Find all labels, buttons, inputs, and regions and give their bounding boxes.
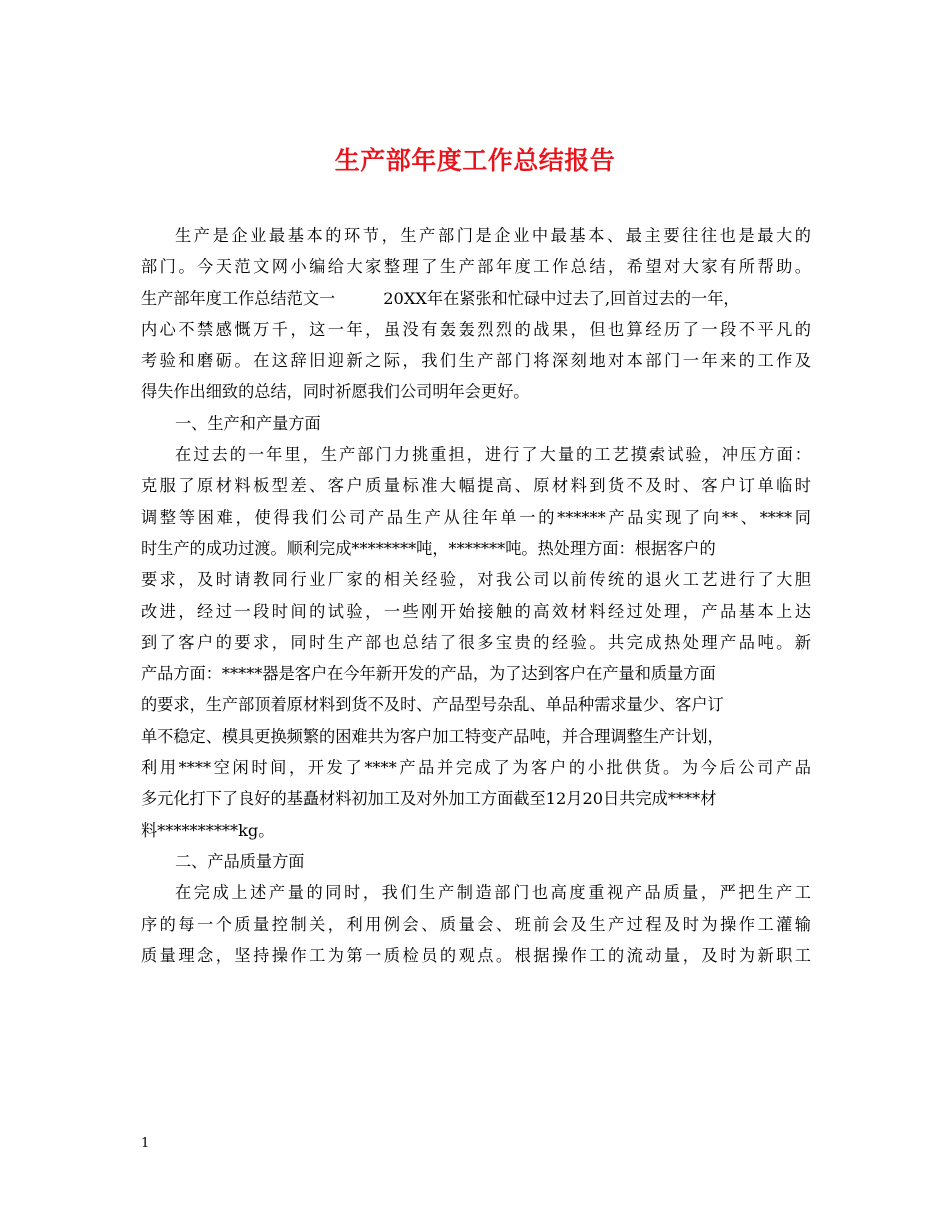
section-heading: 生产部年度工作总结范文一 (141, 288, 336, 308)
paragraph-line: 内心不禁感慨万千，这一年，虽没有轰轰烈烈的战果，但也算经历了一段不平凡的 (141, 319, 811, 339)
paragraph-line: 到了客户的要求，同时生产部也总结了很多宝贵的经验。共完成热处理产品吨。新 (141, 632, 811, 652)
paragraph-line: 利用****空闲时间，开发了****产品并完成了为客户的小批供货。为今后公司产品 (141, 758, 811, 778)
page-number: 1 (141, 1136, 150, 1151)
section-heading: 二、产品质量方面 (175, 851, 305, 871)
paragraph-line: 改进，经过一段时间的试验，一些刚开始接触的高效材料经过处理，产品基本上达 (141, 601, 811, 621)
paragraph-line: 单不稳定、模具更换频繁的困难共为客户加工特变产品吨，并合理调整生产计划， (141, 726, 724, 746)
paragraph-line: 部门。今天范文网小编给大家整理了生产部年度工作总结，希望对大家有所帮助。 (141, 257, 811, 277)
paragraph-line: 要求，及时请教同行业厂家的相关经验，对我公司以前传统的退火工艺进行了大胆 (141, 570, 811, 590)
document-body (141, 220, 811, 971)
paragraph-line: 得失作出细致的总结，同时祈愿我们公司明年会更好。 (141, 382, 530, 402)
paragraph-line: 序的每一个质量控制关，利用例会、质量会、班前会及生产过程及时为操作工灌输 (141, 914, 811, 934)
section-heading: 一、生产和产量方面 (175, 413, 321, 433)
paragraph-line: 考验和磨砺。在这辞旧迎新之际，我们生产部门将深刻地对本部门一年来的工作及 (141, 351, 811, 371)
paragraph-text: 20XX年在紧张和忙碌中过去了,回首过去的一年， (383, 288, 740, 308)
paragraph-line: 克服了原材料板型差、客户质量标准大幅提高、原材料到货不及时、客户订单临时 (141, 476, 811, 496)
paragraph-line: 多元化打下了良好的基矗材料初加工及对外加工方面截至12月20日共完成****材 (141, 789, 717, 809)
document-title: 生产部年度工作总结报告 (334, 146, 616, 175)
paragraph-line: 的要求，生产部顶着原材料到货不及时、产品型号杂乱、单品种需求量少、客户订 (141, 695, 724, 715)
paragraph-line: 生产是企业最基本的环节，生产部门是企业中最基本、最主要往往也是最大的 (175, 226, 811, 245)
paragraph-line: 产品方面：*****器是客户在今年新开发的产品，为了达到客户在产量和质量方面 (141, 664, 716, 684)
paragraph-line: 调整等困难，使得我们公司产品生产从往年单一的******产品实现了向**、****同 (141, 507, 811, 527)
paragraph-line: 料**********kg。 (141, 820, 275, 840)
paragraph-line (141, 283, 811, 314)
paragraph-line: 时生产的成功过渡。顺利完成********吨，*******吨。热处理方面：根据客户的 (141, 538, 716, 558)
paragraph-line: 质量理念，坚持操作工为第一质检员的观点。根据操作工的流动量，及时为新职工 (141, 945, 811, 965)
paragraph-line: 在完成上述产量的同时，我们生产制造部门也高度重视产品质量，严把生产工 (175, 883, 811, 903)
paragraph-line: 在过去的一年里，生产部门力挑重担，进行了大量的工艺摸索试验，冲压方面： (175, 445, 811, 465)
